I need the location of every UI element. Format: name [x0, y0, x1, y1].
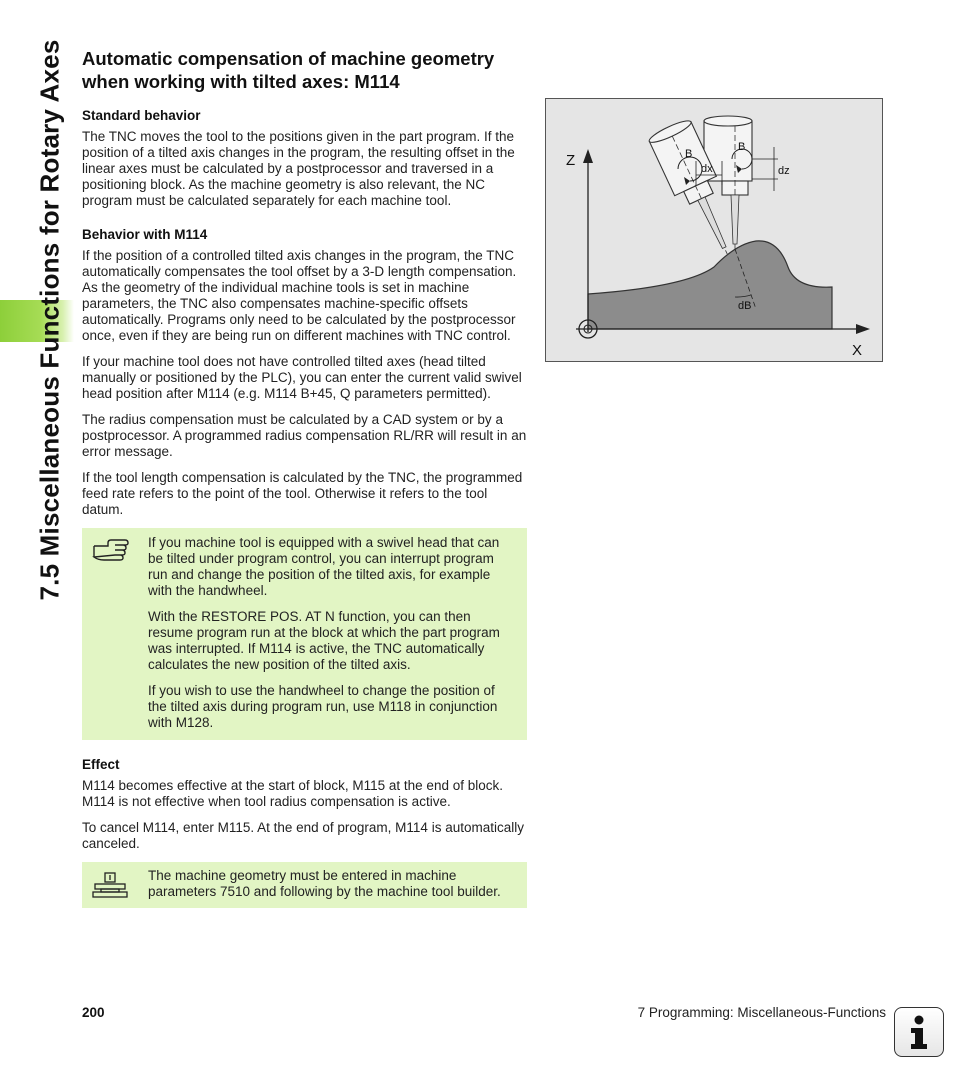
pointing-hand-icon	[90, 536, 130, 566]
machine-note-box	[82, 862, 527, 908]
db-label: dB	[738, 300, 752, 312]
standard-behavior-text: The TNC moves the tool to the positions given in the part program. If the position of a tilted axis changes in the program, the resulting offset in the linear axes must be calculated by a postprocessor and traversed in a positioning block. As the machine geometry is also relevant, the NC program must be calculated separately for each machine tool.	[82, 129, 515, 208]
footer-chapter-title: 7 Programming: Miscellaneous-Functions	[637, 1005, 886, 1020]
workpiece-shape	[588, 241, 832, 329]
tip-note-box	[82, 528, 527, 740]
behavior-m114-paragraph: The radius compensation must be calculated by a CAD system or by a postprocessor. A programmed radius compensation RL/RR will result in an error message.	[82, 412, 527, 459]
behavior-m114-title: Behavior with M114	[82, 227, 208, 242]
chapter-side-title	[30, 40, 70, 600]
info-icon	[895, 1008, 942, 1055]
effect-paragraph: To cancel M114, enter M115. At the end of program, M114 is automatically canceled.	[82, 820, 524, 851]
dz-label: dz	[778, 165, 790, 177]
z-axis-arrow	[583, 149, 593, 163]
chapter-side-title-text: 7.5 Miscellaneous Functions for Rotary Axes	[34, 39, 65, 601]
dx-label: dx	[701, 163, 713, 175]
effect-title: Effect	[82, 757, 120, 772]
standard-behavior-title: Standard behavior	[82, 108, 201, 123]
x-axis-arrow	[856, 324, 870, 334]
info-button[interactable]	[894, 1007, 944, 1057]
tilted-axis-diagram	[546, 99, 882, 361]
b-angle-label-tilted: B	[685, 148, 693, 160]
behavior-m114-paragraph: If your machine tool does not have controlled tilted axes (head tilted manually or positioned by the PLC), you can enter the current valid swivel head position after M114 (e.g. M114 B+45, Q parameters permitted).	[82, 354, 522, 401]
vertical-spindle-head	[704, 116, 752, 249]
machine-tool-icon	[90, 872, 130, 902]
tip-note-paragraph: If you machine tool is equipped with a swivel head that can be tilted under program control, you can interrupt program run and change the position of the tilted axis, for example with the handwheel.	[148, 535, 500, 598]
behavior-m114-paragraph: If the tool length compensation is calculated by the TNC, the programmed feed rate refers to the point of the tool. Otherwise it refers to the tool datum.	[82, 470, 523, 517]
behavior-m114-paragraph: If the position of a controlled tilted axis changes in the program, the TNC automatically compensates the tool offset by a 3-D length compensation. As the geometry of the individual machine tools is set in machine parameters, the TNC also compensates machine-specific offsets automatically. Programs only need to be calculated by the postprocessor once, even if they are being run on different machines with TNC control.	[82, 248, 517, 343]
page-number: 200	[82, 1005, 105, 1020]
machine-note-text: The machine geometry must be entered in machine parameters 7510 and following by the machine tool builder.	[148, 868, 501, 899]
tip-note-paragraph: If you wish to use the handwheel to change the position of the tilted axis during program run, use M118 in conjunction with M128.	[148, 683, 498, 730]
z-axis-label: Z	[566, 152, 576, 169]
tip-note-paragraph: With the RESTORE POS. AT N function, you can then resume program run at the block at which the part program was interrupted. If M114 is active, the TNC automatically calculates the new position of the tilted axis.	[148, 609, 500, 672]
main-content	[82, 47, 527, 924]
page-heading: Automatic compensation of machine geometry when working with tilted axes: M114	[82, 48, 495, 92]
tilted-axis-figure	[545, 98, 883, 362]
b-angle-label-vertical: B	[738, 141, 746, 153]
x-axis-label: X	[852, 342, 863, 359]
effect-paragraph: M114 becomes effective at the start of block, M115 at the end of block. M114 is not effective when tool radius compensation is active.	[82, 778, 503, 809]
